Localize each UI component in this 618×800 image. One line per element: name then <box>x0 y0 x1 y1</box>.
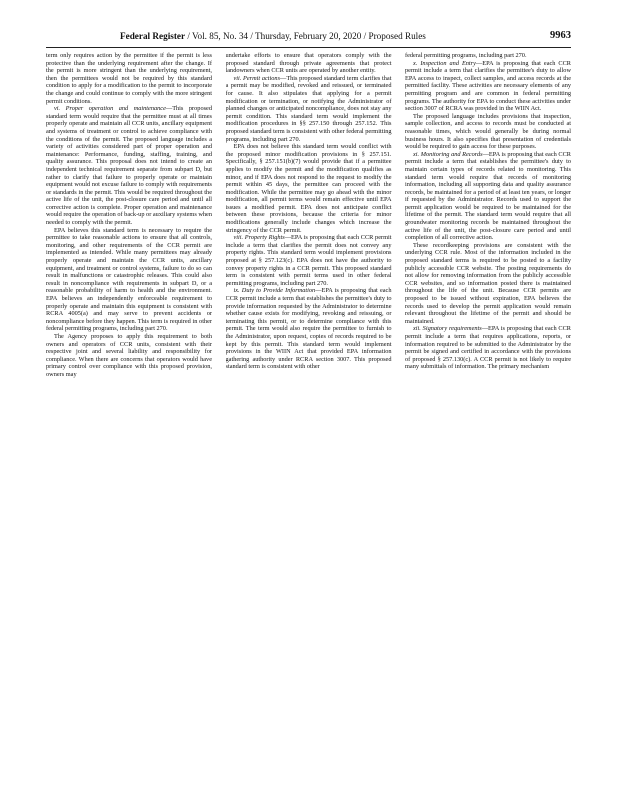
running-header <box>46 29 571 43</box>
paragraph-heading: xi. Monitoring and Records <box>413 150 483 158</box>
paragraph-heading: x. Inspection and Entry <box>413 59 476 67</box>
page-number: 9963 <box>550 30 571 41</box>
paragraph-text: —EPA is proposing that each CCR permit include a term that establishes the permittee's duty to maintain certain types of records related to monitoring. This standard term would require that records of monitoring information, including all supporting data and quality assurance records, be maintained for a period of at least ten years, or longer if requested by the Administrator. Records used to support the permit application would be required to be maintained for the lifetime of the permit. The standard term would require that all groundwater monitoring records be maintained throughout the active life of the unit, the post-closure care period and until completion of all corrective action. <box>405 150 571 242</box>
column-middle <box>226 52 392 752</box>
header-citation <box>120 29 426 43</box>
paragraph <box>46 105 212 227</box>
paragraph-text: —EPA is proposing that each CCR permit include a term that requires applications, reports, or information required to be submitted to the Administrator by the permit be signed and certified in accordance with the provisions of proposed § 257.130(c). A CCR permit is not likely to require many submittals of information. The primary mechanism <box>405 325 571 371</box>
paragraph <box>226 143 392 234</box>
paragraph-text: EPA does not believe this standard term would conflict with the proposed minor modification provisions in § 257.151. Specifically, § 257.151(b)(7) would provide that if a permittee applies to modify the permit and the modification qualifies as minor, and if EPA does not respond to the request to modify the permit within 45 days, the permittee can proceed with the modification. While the permittee may go ahead with the minor modification, all permit terms would remain effective until EPA issues a modified permit. EPA does not anticipate conflict between these provisions, because the criteria for minor modifications generally include changes which increase the stringency of the CCR permit. <box>225 143 392 234</box>
column-left <box>46 52 212 752</box>
column-right <box>405 52 571 752</box>
paragraph-text: term only requires action by the permittee if the permit is less protective than the underlying requirement after the change. If the permit is more stringent than the underlying requirement, then the permittees would not be required by this standard condition to apply for a modification to the permit to incorporate the change and could continue to comply with the more stringent permit conditions. <box>46 52 212 105</box>
paragraph-heading: viii. Property Rights <box>233 234 285 242</box>
paragraph-heading: vii. Permit actions <box>233 74 281 82</box>
paragraph-text: —This proposed standard term would require that the permittee must at all times properly operate and maintain all CCR units, ancillary equipment and systems of treatment or control to achieve compliance with the conditions of the permit. The proposed language includes a variety of activities considered part of proper operation and maintenance: Performance, funding, staffing, training, and quality assurance. This proposal does not intend to create an independent technical requirement separate from subpart D, but rather to clarify that failure to properly operate or maintain equipment would not excuse failure to comply with requirements or standards in the permit. This would be required throughout the active life of the unit, the post-closure care period and until all corrective action is complete. Proper operation and maintenance would require the operation of back-up or auxiliary systems when needed to comply with the permit. <box>46 105 212 227</box>
paragraph <box>405 52 571 60</box>
paragraph <box>405 113 571 151</box>
paragraph-text: The proposed language includes provisions that inspection, sample collection, and access to records must be conducted at reasonable times, which would generally be during normal business hours. It also specifies that presentation of credentials would be required to gain access for these purposes. <box>405 112 571 151</box>
header-rule <box>46 47 571 48</box>
paragraph <box>405 325 571 371</box>
paragraph <box>226 234 392 287</box>
paragraph <box>226 287 392 371</box>
paragraph-text: These recordkeeping provisions are consistent with the underlying CCR rule. Most of the information included in the proposed standard terms is required to be posted to a facility publicly accessible CCR website. The posting requirements do not allow for removing information from the publicly accessible CCR websites, and so information posted there is maintained throughout the life of the unit. Because CCR permits are proposed to be issued without expiration, EPA believes the records used to develop the permit application would remain relevant throughout the lifetime of the permit and should be maintained. <box>405 241 571 325</box>
paragraph <box>405 60 571 113</box>
paragraph <box>226 75 392 143</box>
paragraph <box>46 52 212 105</box>
paragraph-heading: vi. Proper operation and maintenance <box>54 105 166 113</box>
paragraph-text: EPA believes this standard term is necessary to require the permittee to take reasonable actions to ensure that all controls, monitoring, and other requirements of the CCR permit are implemented as intended. While many permittees may already properly operate and maintain the CCR units, ancillary equipment, and treatment or control systems, failure to do so can result in malfunctions or catastrophic releases. This could also result in noncompliance with requirements in subpart D, or a reasonable probability of harm to health and the environment. EPA believes an independently enforceable requirement to properly operate and maintain this equipment is consistent with RCRA 4005(a) and may serve to prevent accidents or noncompliance before they happen. This term is required in other federal permitting programs, including part 270. <box>46 226 212 333</box>
paragraph-text: —This proposed standard term clarifies that a permit may be modified, revoked and reissued, or terminated for cause. It also stipulates that applying for a permit modification or termination, or notifying the Administrator of planned changes or anticipated noncompliance, does not stay any permit condition. This standard term would implement the modification procedures in §§ 257.150 through 257.152. This proposed standard term is consistent with other federal permitting programs, including part 270. <box>225 74 392 143</box>
text-columns <box>46 52 571 752</box>
paragraph <box>226 52 392 75</box>
paragraph-heading: ix. Duty to Provide Information <box>233 287 316 295</box>
paragraph <box>405 242 571 326</box>
publication-name: Federal Register <box>120 31 186 41</box>
paragraph <box>46 333 212 379</box>
paragraph-text: —EPA is proposing that each CCR permit include a term that clarifies the permittee's duty to allow EPA access to inspect, collect samples, and access records at the permitted facility. These activities are necessary elements of any permitting program and are common in federal permitting programs. The authority for EPA to conduct these activities under section 3007 of RCRA was provided in the WIIN Act. <box>405 59 571 113</box>
paragraph <box>405 151 571 242</box>
paragraph-text: federal permitting programs, including part 270. <box>405 52 527 59</box>
paragraph-text: undertake efforts to ensure that operators comply with the proposed standard through private agreements that protect landowners when CCR units are operated by another entity. <box>225 52 392 75</box>
paragraph-text: The Agency proposes to apply this requirement to both owners and operators of CCR units, consistent with their respective joint and several liability and responsibility for compliance. When there are concerns that operators would have primary control over compliance with this proposed provision, owners may <box>46 332 212 378</box>
paragraph <box>46 227 212 333</box>
paragraph-text: —EPA is proposing that each CCR permit include a term that establishes the permittee's duty to provide information requested by the Administrator to determine whether cause exists for modifying, revoking and reissuing, or terminating this permit, or to determine compliance with this permit. The term would also require the permittee to furnish to the Administrator, upon request, copies of records required to be kept by this permit. This standard term would implement provisions in the WIIN Act that provided EPA information gathering authority under RCRA section 3007. This proposed standard term is consistent with other <box>225 287 392 371</box>
paragraph-heading: xii. Signatory requirements <box>413 325 482 333</box>
header-issue-info: / Vol. 85, No. 34 / Thursday, February 20, 2020 / Proposed Rules <box>187 31 426 41</box>
paragraph-text: —EPA is proposing that each CCR permit include a term that clarifies the permit does not convey any property rights. This standard term would implement provisions proposed at § 257.123(c). EPA does not have the authority to convey property rights in a CCR permit. This proposed standard term is consistent with permit terms used in other federal permitting programs, including part 270. <box>225 234 392 287</box>
